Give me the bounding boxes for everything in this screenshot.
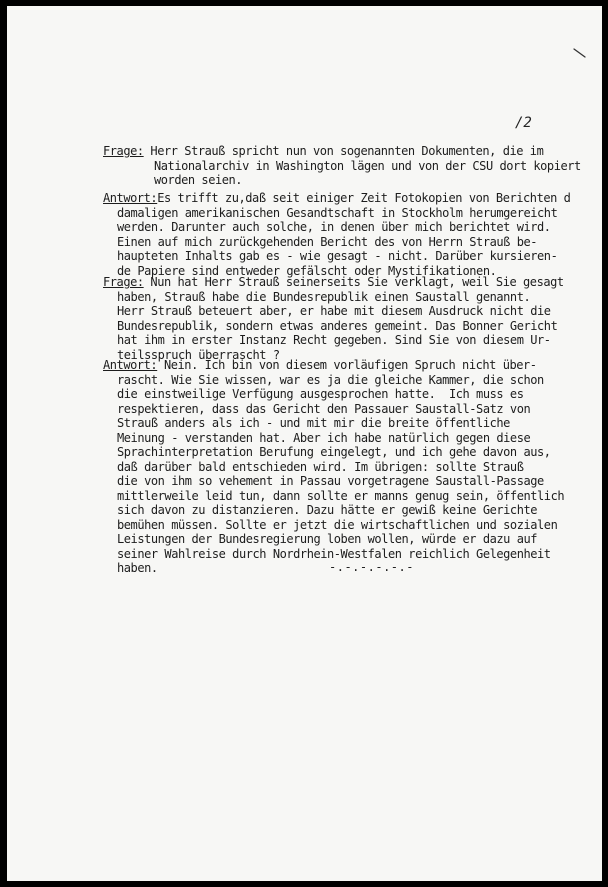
text-line: Frage: Herr Strauß spricht nun von sogenannten Dokumenten, die im	[103, 144, 544, 158]
question-block	[95, 144, 602, 188]
text-line: Antwort: Nein. Ich bin von diesem vorläufigen Spruch nicht über-	[103, 358, 537, 372]
document-page	[7, 6, 602, 881]
end-separator: -.-.-.-.-.-	[329, 560, 414, 574]
text-line: die einstweilige Verfügung ausgesprochen hatte. Ich muss es	[117, 387, 524, 401]
question-block	[95, 275, 602, 362]
text-line: Leistungen der Bundesregierung loben wollen, würde er dazu auf	[117, 532, 538, 546]
text-line: de Papiere sind entweder gefälscht oder Mystifikationen.	[117, 263, 497, 278]
text-line: Nationalarchiv in Washington lägen und von der CSU dort kopiert	[154, 158, 581, 173]
text-line: werden. Darunter auch solche, in denen über mich berichtet wird.	[117, 220, 551, 234]
question-label: Frage:	[103, 144, 144, 158]
text-line: haben.	[117, 561, 158, 575]
text-line: seiner Wahlreise durch Nordrhein-Westfalen reichlich Gelegenheit	[117, 546, 551, 561]
text-line: daß darüber bald entschieden wird. Im übrigen: sollte Strauß	[117, 459, 524, 474]
text-line: worden seien.	[154, 173, 243, 187]
text-line: sich davon zu distanzieren. Dazu hätte er gewiß keine Gerichte	[117, 503, 538, 517]
text-line: bemühen müssen. Sollte er jetzt die wirtschaftlichen und sozialen	[117, 517, 558, 532]
text-line: Einen auf mich zurückgehenden Bericht des von Herrn Strauß be-	[117, 234, 538, 249]
text-line: Herr Strauß beteuert aber, er habe mit diesem Ausdruck nicht die	[117, 304, 551, 318]
answer-block	[95, 358, 602, 576]
text-line: Antwort:Es trifft zu,daß seit einiger Zeit Fotokopien von Berichten d	[103, 191, 571, 205]
corner-pen-mark	[573, 48, 586, 58]
text-line: die von ihm so vehement in Passau vorgetragene Saustall-Passage	[117, 474, 544, 488]
text-line: Bundesrepublik, sondern etwas anderes gemeint. Das Bonner Gericht	[117, 318, 558, 333]
text-line: Sprachinterpretation Berufung eingelegt, und ich gehe davon aus,	[117, 445, 551, 459]
text-line: hat ihm in erster Instanz Recht gegeben. Sind Sie von diesem Ur-	[117, 333, 551, 347]
answer-label: Antwort:	[103, 191, 158, 205]
answer-label: Antwort:	[103, 358, 158, 372]
text-line: teilsspruch überrascht ?	[117, 347, 280, 362]
text-line: rascht. Wie Sie wissen, war es ja die gleiche Kammer, die schon	[117, 372, 544, 387]
page-number: /2	[515, 115, 532, 131]
question-label: Frage:	[103, 275, 144, 289]
text-line: respektieren, dass das Gericht den Passauer Saustall-Satz von	[117, 401, 531, 416]
text-line: Strauß anders als ich - und mit mir die breite öffentliche	[117, 416, 510, 430]
answer-block	[95, 191, 602, 278]
text-line: mittlerweile leid tun, dann sollte er manns genug sein, öffentlich	[117, 488, 565, 503]
text-line: haben, Strauß habe die Bundesrepublik einen Saustall genannt.	[117, 289, 531, 304]
text-line: Frage: Nun hat Herr Strauß seinerseits Sie verklagt, weil Sie gesagt	[103, 275, 564, 289]
text-line: damaligen amerikanischen Gesandtschaft in Stockholm herumgereicht	[117, 205, 558, 220]
text-line: Meinung - verstanden hat. Aber ich habe natürlich gegen diese	[117, 430, 531, 445]
text-line: haupteten Inhalts gab es - wie gesagt - nicht. Darüber kursieren-	[117, 249, 558, 263]
